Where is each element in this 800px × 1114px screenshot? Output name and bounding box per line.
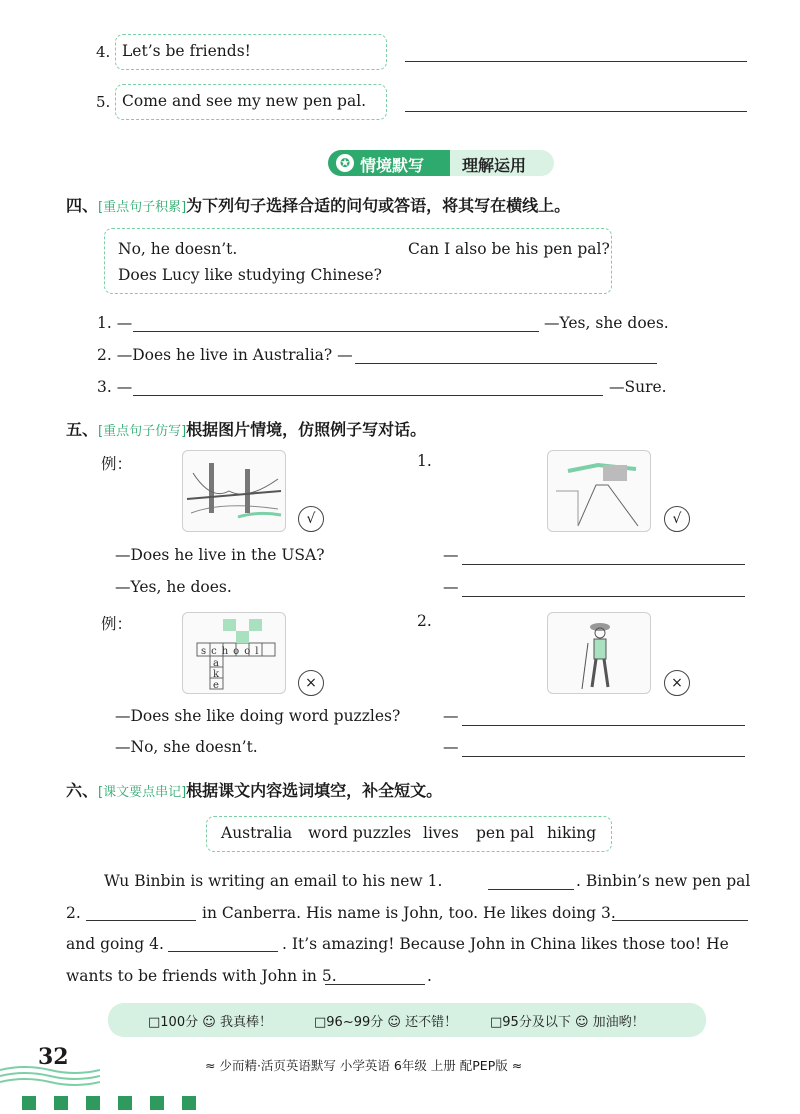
passage-line-3b: . It’s amazing! Because John in China likes those too! He [282, 935, 729, 953]
footer-square [150, 1096, 164, 1110]
item-1-question-line[interactable] [462, 564, 745, 565]
footer-square [86, 1096, 100, 1110]
q3-number: 3. — [97, 378, 133, 396]
option-3: Does Lucy like studying Chinese? [118, 266, 382, 284]
section-four-tag: [重点句子积累] [98, 200, 187, 215]
cross-mark-icon-2: × [664, 670, 690, 696]
word-bank-3: lives [423, 824, 459, 842]
section-four-title: 四、[重点句子积累]为下列句子选择合适的问句或答语，将其写在横线上。 [66, 196, 571, 215]
crossword-across: school [201, 646, 264, 657]
section-six-title: 六、[课文要点串记]根据课文内容选词填空，补全短文。 [66, 781, 443, 800]
footer-square [22, 1096, 36, 1110]
item-4-number: 4. [96, 43, 111, 61]
item-5-answer-line[interactable] [405, 111, 747, 112]
item-5-text: Come and see my new pen pal. [122, 92, 367, 110]
q3-tail: —Sure. [609, 378, 667, 396]
example-1-question: —Does he live in the USA? [115, 546, 325, 564]
item-5-number: 5. [96, 93, 111, 111]
example-2-label: 例： [101, 615, 133, 633]
crossword-picture [182, 612, 286, 694]
score-option-3[interactable]: □95分及以下 ☺ 加油哟！ [490, 1015, 645, 1030]
svg-text:e: e [213, 680, 219, 691]
example-1-answer: —Yes, he does. [115, 578, 232, 596]
passage-line-1b: . Binbin’s new pen pal [576, 872, 751, 890]
item-2-answer-line[interactable] [462, 756, 745, 757]
blank-1[interactable] [488, 889, 574, 890]
option-2: Can I also be his pen pal? [408, 240, 610, 258]
q2-text: 2. —Does he live in Australia? — [97, 346, 353, 364]
score-option-2[interactable]: □96~99分 ☺ 还不错！ [314, 1015, 458, 1030]
word-bank-1: Australia [221, 824, 293, 842]
passage-line-2b: in Canberra. His name is John, too. He likes doing 3. [202, 904, 616, 922]
passage-line-4b: . [427, 967, 432, 985]
example-2-question: —Does she like doing word puzzles? [115, 707, 401, 725]
item-2-number: 2. [417, 612, 432, 630]
page-number: 32 [38, 1044, 69, 1070]
example-2-answer: —No, she doesn’t. [115, 738, 258, 756]
passage-line-4a: wants to be friends with John in 5. [66, 967, 337, 985]
blank-5[interactable] [325, 984, 425, 985]
q1-tail: —Yes, she does. [544, 314, 669, 332]
smile-icon: ☺ [202, 1015, 216, 1030]
word-bank-2: word puzzles [308, 824, 412, 842]
score-bar [108, 1003, 706, 1037]
medal-icon: ✪ [336, 154, 354, 172]
footer-square [182, 1096, 196, 1110]
banner-left: 情境默写 [360, 156, 425, 175]
blank-2[interactable] [86, 920, 196, 921]
blank-3[interactable] [612, 920, 748, 921]
svg-text:a: a [213, 658, 219, 669]
item-2-question-line[interactable] [462, 725, 745, 726]
footer-square [118, 1096, 132, 1110]
section-five-title: 五、[重点句子仿写]根据图片情境，仿照例子写对话。 [66, 420, 427, 439]
item-2-dash-a: — [443, 738, 459, 756]
q1-answer-line[interactable] [133, 331, 539, 332]
section-banner [328, 150, 554, 176]
item-4-answer-line[interactable] [405, 61, 747, 62]
check-mark-icon: √ [298, 506, 324, 532]
example-1-label: 例： [101, 455, 133, 473]
face-icon: ☺ [387, 1015, 401, 1030]
bridge-picture [182, 450, 286, 532]
item-1-number: 1. [417, 452, 432, 470]
item-2-dash-q: — [443, 707, 459, 725]
item-4-text: Let’s be friends! [122, 42, 251, 60]
frog-icon: ☺ [574, 1015, 589, 1030]
passage-line-1a: Wu Binbin is writing an email to his new 1. [104, 872, 443, 890]
svg-text:k: k [213, 669, 220, 680]
landscape-picture [547, 450, 651, 532]
item-1-dash-a: — [443, 578, 459, 596]
word-bank-4: pen pal [476, 824, 535, 842]
word-bank-5: hiking [547, 824, 597, 842]
section-four-option-box [104, 228, 612, 294]
check-mark-icon-2: √ [664, 506, 690, 532]
passage-line-3a: and going 4. [66, 935, 164, 953]
cross-mark-icon: × [298, 670, 324, 696]
q3-answer-line[interactable] [133, 395, 603, 396]
blank-4[interactable] [168, 951, 278, 952]
passage-line-2a: 2. [66, 904, 81, 922]
section-five-tag: [重点句子仿写] [98, 424, 187, 439]
option-1: No, he doesn’t. [118, 240, 238, 258]
page-number-area [0, 1044, 100, 1088]
item-1-dash-q: — [443, 546, 459, 564]
section-six-tag: [课文要点串记] [98, 785, 187, 800]
footer-square [54, 1096, 68, 1110]
q2-answer-line[interactable] [355, 363, 657, 364]
q1-number: 1. — [97, 314, 133, 332]
hiker-picture [547, 612, 651, 694]
item-1-answer-line[interactable] [462, 596, 745, 597]
book-info: ≈ 少而精·活页英语默写 小学英语 6年级 上册 配PEP版 ≈ [205, 1058, 523, 1073]
score-option-1[interactable]: □100分 ☺ 我真棒！ [148, 1015, 272, 1030]
banner-right: 理解运用 [462, 156, 527, 175]
